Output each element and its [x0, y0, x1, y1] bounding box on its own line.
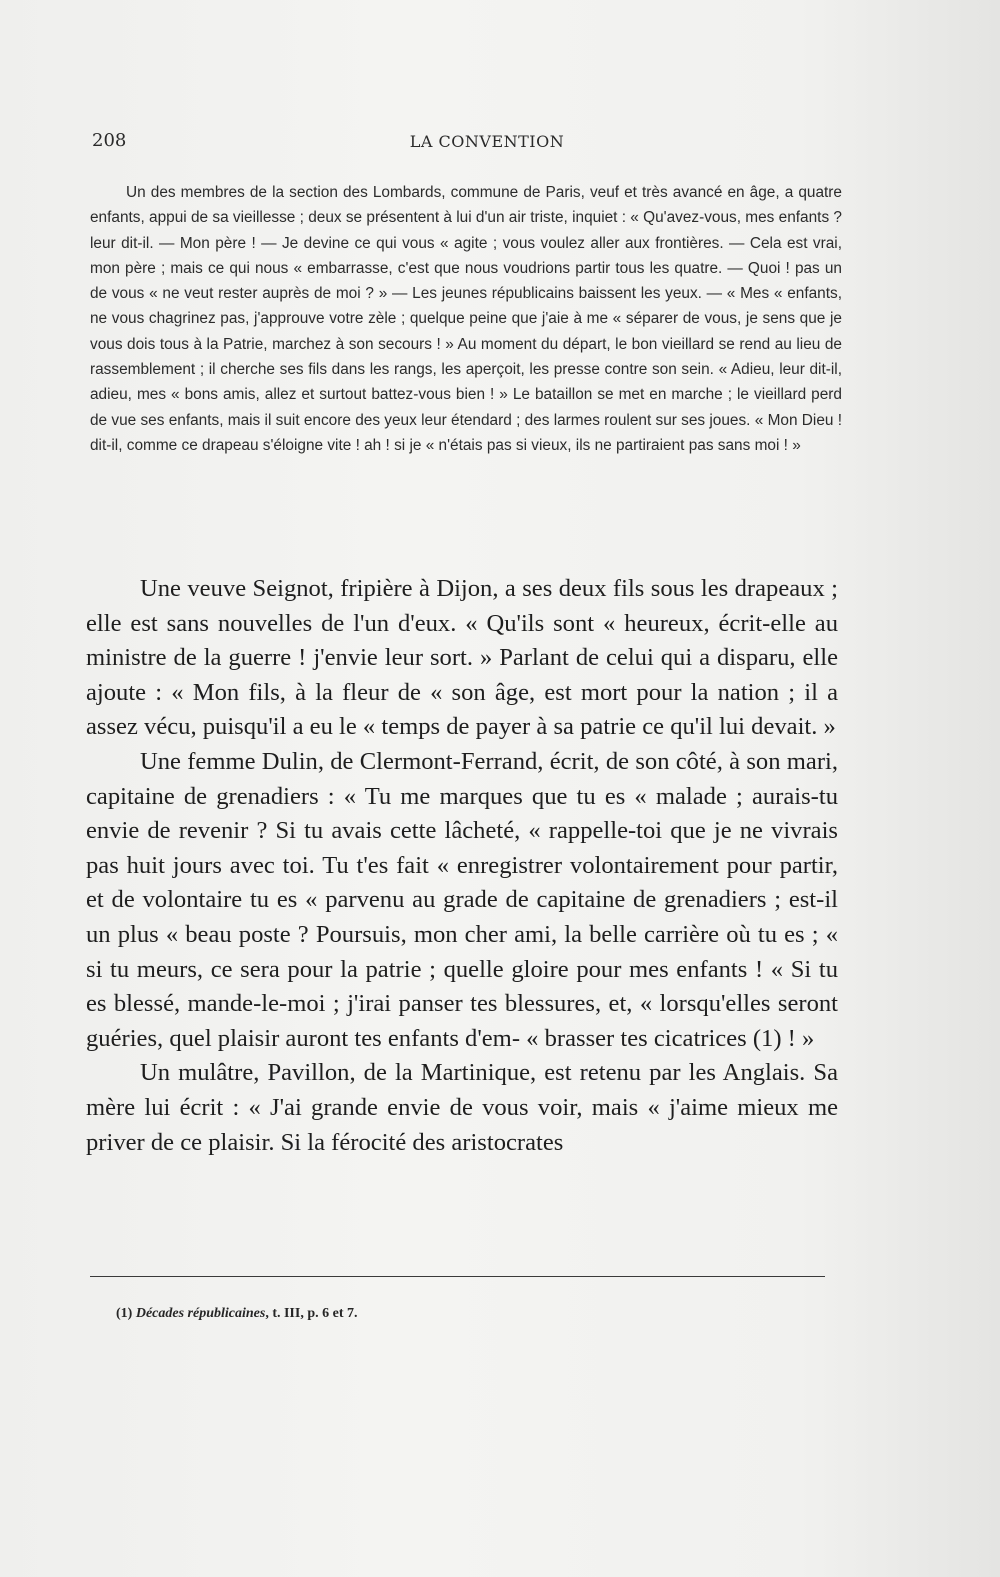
paragraph: Une femme Dulin, de Clermont-Ferrand, écrit, de son côté, à son mari, capitaine de grenadiers : « Tu me marques que tu es « malade ; aurais-tu envie de revenir ? Si tu avais cette lâcheté, « rappelle-toi que je ne vivrais pas huit jours avec toi. Tu t'es fait « enregistrer volontairement pour partir, et de volontaire tu es « parvenu au grade de capitaine de grenadiers ; est-il un plus « beau poste ? Poursuis, mon cher ami, la belle carrière où tu es ; « si tu meurs, ce sera pour la patrie ; quelle gloire pour mes enfants ! « Si tu es blessé, mande-le-moi ; j'irai panser tes blessures, et, « lorsqu'elles seront guéries, quel plaisir auront tes enfants d'em- « brasser tes cicatrices (1) ! » — [86, 747, 838, 1052]
footnote-rule — [90, 1276, 825, 1277]
paragraph: Un mulâtre, Pavillon, de la Martinique, est retenu par les Anglais. Sa mère lui écrit : « J'ai grande envie de vous voir, mais « j'aime mieux me priver de ce plaisir. Si la férocité des aristocrates — [86, 1059, 838, 1156]
page-header — [92, 130, 852, 160]
footnote-title: Décades républicaines — [135, 1306, 266, 1321]
paragraph: Une veuve Seignot, fripière à Dijon, a ses deux fils sous les drapeaux ; elle est sans nouvelles de l'un d'eux. « Qu'ils sont « heureux, écrit-elle au ministre de la guerre ! j'envie leur sort. » Parlant de celui qui a disparu, elle ajoute : « Mon fils, à la fleur de « son âge, est mort pour la nation ; il a assez vécu, puisqu'il a eu le « temps de payer à sa patrie ce qu'il lui devait. » — [86, 575, 838, 741]
page-number: 208 — [92, 130, 127, 151]
footnote-marker: (1) — [116, 1306, 136, 1321]
running-head: LA CONVENTION — [409, 132, 565, 151]
quoted-anecdote: Un des membres de la section des Lombards, commune de Paris, veuf et très avancé en âge, a quatre enfants, appui de sa vieillesse ; deux se présentent à lui d'un air triste, inquiet : « Qu'avez-vous, mes enfants ? leur dit-il. — Mon père ! — Je devine ce qui vous « agite ; vous voulez aller aux frontières. — Cela est vrai, mon père ; mais ce qui nous « embarrasse, c'est que nous voudrions partir tous les quatre. — Quoi ! pas un de vous « ne veut rester auprès de moi ? » — Les jeunes républicains baissent les yeux. — « Mes « enfants, ne vous chagrinez pas, j'approuve votre zèle ; quelque peine que j'aie à me « séparer de vous, je sens que je vous dois tous à la Patrie, marchez à son secours ! » Au moment du départ, le bon vieillard se rend au lieu de rassemblement ; il cherche ses fils dans les rangs, les aperçoit, les presse contre son sein. « Adieu, leur dit-il, adieu, mes « bons amis, allez et surtout battez-vous bien ! » Le bataillon se met en marche ; le vieillard perd de vue ses enfants, mais il suit encore des yeux leur étendard ; des larmes roulent sur ses joues. « Mon Dieu ! dit-il, comme ce drapeau s'éloigne vite ! ah ! si je « n'étais pas si vieux, ils ne partiraient pas sans moi ! » — [90, 184, 842, 454]
footnote — [116, 1306, 357, 1322]
footnote-reference: , t. III, p. 6 et 7. — [265, 1306, 358, 1321]
main-text — [86, 572, 838, 1160]
